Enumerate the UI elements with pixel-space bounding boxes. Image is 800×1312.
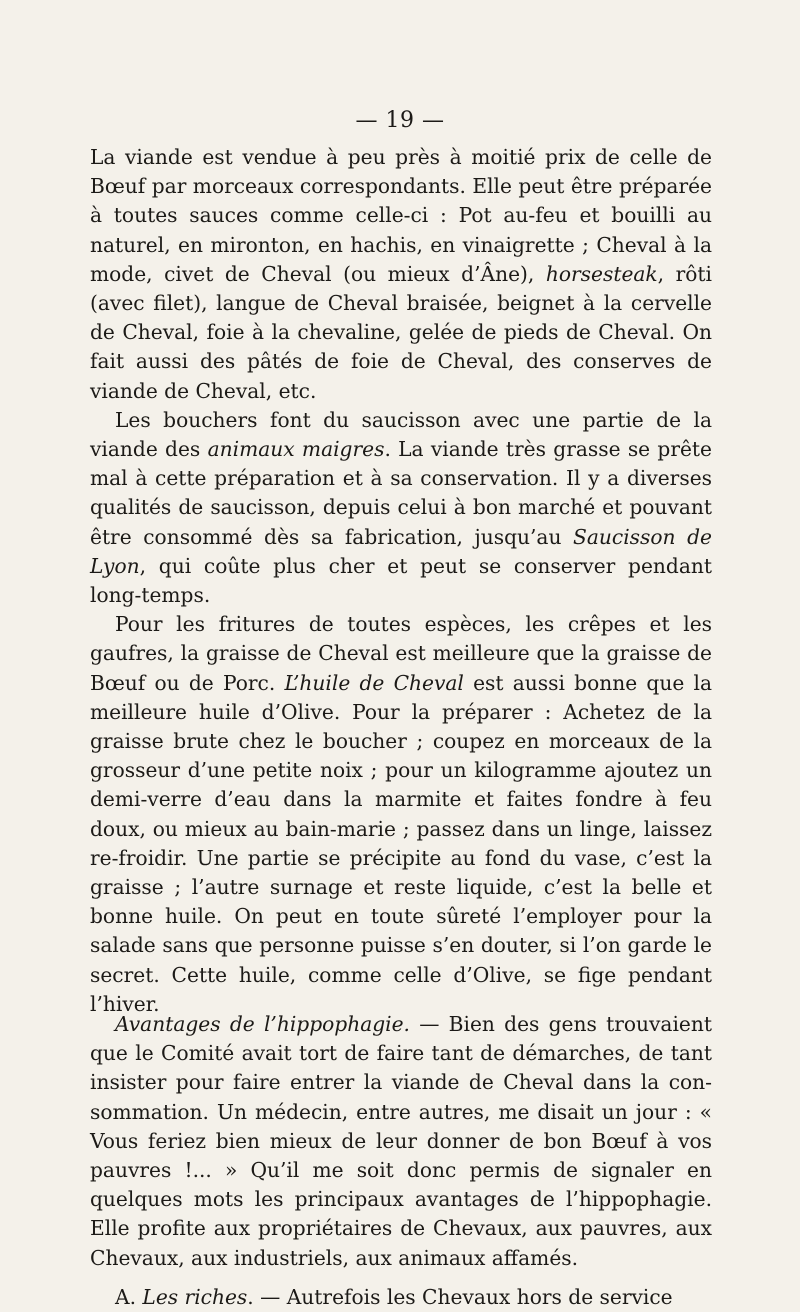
paragraph-text: — Bien des gens trouvaient que le Comité avait tort de faire tant de démarches, de tant insister pour faire entrer la viande de Cheval dans la con-sommation. Un médecin, entre autres, me disait un jour : « Vous feriez bien mieux de leur donner de bon Bœuf à vos pauvres !... » Qu’il me soit donc permis de signaler en quelques mots les principaux avantages de l’hippophagie. Elle profite aux propriétaires de Chevaux, aux pauvres, aux Chevaux, aux industriels, aux animaux affamés. <box>90 1012 712 1270</box>
italic-term: Saucisson de Lyon <box>90 524 712 578</box>
paragraph-section-a <box>90 1283 712 1312</box>
italic-heading: Avantages de l’hippophagie. <box>115 1012 410 1036</box>
paragraph-text: Pour les fritures de toutes espèces, les crêpes et les gaufres, la graisse de Cheval est meilleure que la graisse de Bœuf ou de Porc. <box>90 612 712 695</box>
paragraph-meat-preparations <box>90 143 712 406</box>
italic-term: animaux maigres <box>207 437 385 462</box>
paragraph-text: , qui coûte plus cher et peut se conserver pendant long-temps. <box>90 553 712 608</box>
paragraph-text: La viande est vendue à peu près à moitié prix de celle de Bœuf par morceaux correspondants. Elle peut être préparée à toutes sauces comme celle-ci : Pot au-feu et bouilli au naturel, en mironton, en hachis, en vinaigrette ; Cheval à la mode, civet de Cheval (ou mieux d’Âne), <box>90 145 712 286</box>
paragraph-sausage <box>90 406 712 610</box>
italic-term: horsesteak <box>545 261 658 286</box>
paragraph-text: , rôti (avec filet), langue de Cheval braisée, beignet à la cervelle de Cheval, foie à la chevaline, gelée de pieds de Cheval. On fait aussi des pâtés de foie de Cheval, des conserves de viande de Cheval, etc. <box>90 261 712 403</box>
italic-term: Les riches <box>142 1284 248 1309</box>
paragraph-text: . — Autrefois les Chevaux hors de service <box>247 1284 673 1309</box>
paragraph-advantages <box>90 1010 712 1273</box>
paragraph-text: . La viande très grasse se prête mal à cette préparation et à sa conservation. Il y a diverses qualités de saucisson, depuis celui à bon marché et pouvant être consommé dès sa fabrication, jusqu’au <box>90 437 712 549</box>
page-number: — 19 — <box>355 108 445 133</box>
paragraph-horse-fat <box>90 610 712 1019</box>
text-column-lower <box>90 1010 712 1312</box>
italic-term: L’huile de Cheval <box>284 670 464 695</box>
text-column <box>90 143 712 1019</box>
paragraph-text: Les bouchers font du saucisson avec une partie de la viande des <box>90 407 712 462</box>
paragraph-text: est aussi bonne que la meilleure huile d’Olive. Pour la préparer : Achetez de la graisse brute chez le boucher ; coupez en morceaux de la grosseur d’une petite noix ; pour un kilogramme ajoutez un demi-verre d’eau dans la marmite et faites fondre à feu doux, ou mieux au bain-marie ; passez dans un linge, laissez re-froidir. Une partie se précipite au fond du vase, c’est la graisse ; l’autre surnage et reste liquide, c’est la belle et bonne huile. On peut en toute sûreté l’employer pour la salade sans que personne puisse s’en douter, si l’on garde le secret. Cette huile, comme celle d’Olive, se fige pendant l’hiver. <box>90 670 712 1016</box>
paragraph-text: A. <box>115 1284 143 1309</box>
